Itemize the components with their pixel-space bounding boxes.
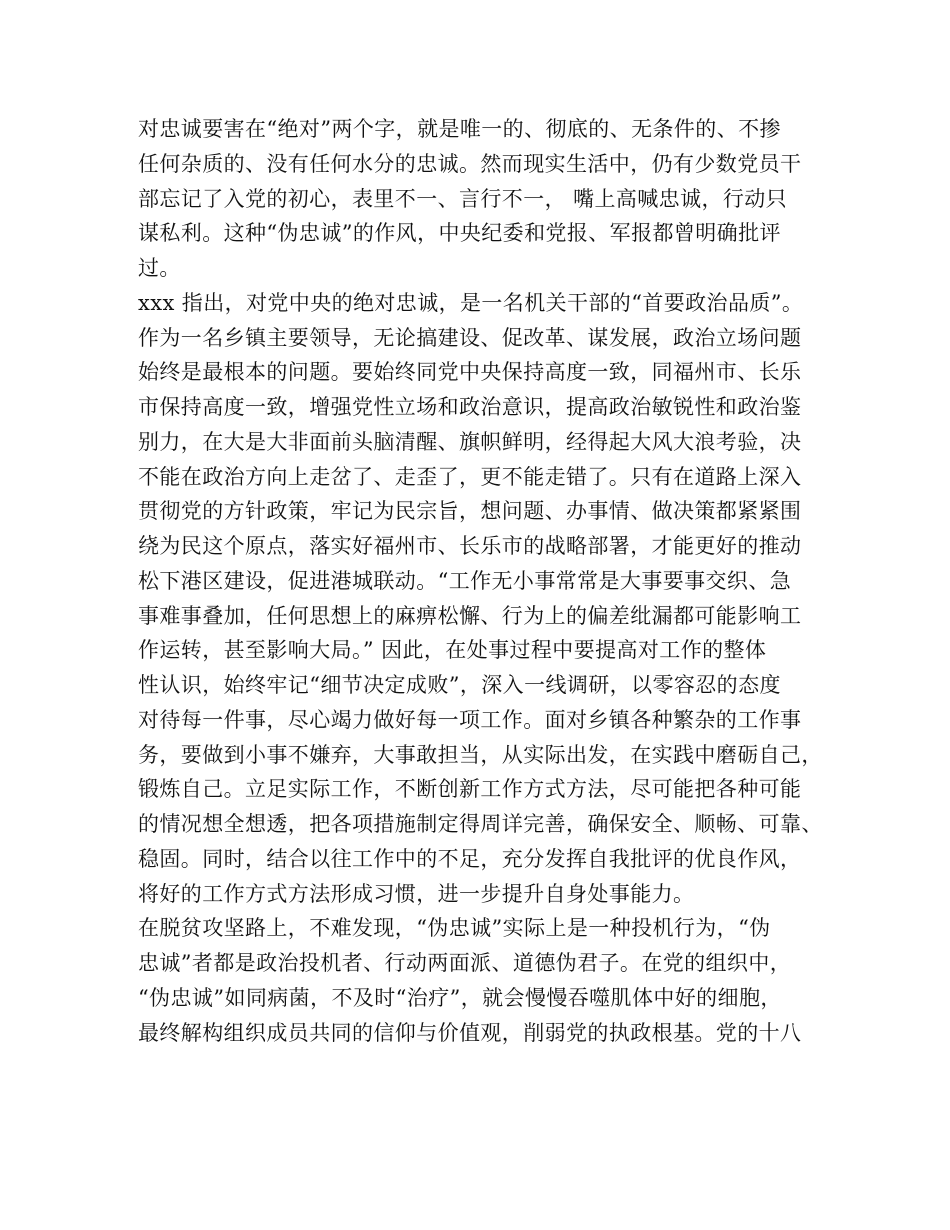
text-line: 将好的工作方式方法形成习惯，进一步提升自身处事能力。 xyxy=(138,881,695,906)
text-line: 对忠诚要害在“绝对”两个字，就是唯一的、彻底的、无条件的、不掺 xyxy=(138,117,781,141)
text-line: 部忘记了入党的初心，表里不一、言行不一， 嘴上高喊忠诚，行动只 xyxy=(138,186,788,211)
text-line: 别力，在大是大非面前头脑清醒、旗帜鲜明，经得起大风大浪考验，决 xyxy=(138,429,802,454)
text-line: 忠诚”者都是政治投机者、行动两面派、道德伪君子。在党的组织中， xyxy=(138,951,792,975)
text-line: 作为一名乡镇主要领导，无论搞建设、促改革、谋发展，政治立场问题 xyxy=(138,325,802,350)
text-line: 始终是最根本的问题。要始终同党中央保持高度一致，同福州市、长乐 xyxy=(138,360,802,385)
text-line: 事难事叠加，任何思想上的麻痹松懈、行为上的偏差纰漏都可能影响工 xyxy=(138,603,802,628)
text-line: xxx 指出，对党中央的绝对忠诚，是一名机关干部的“首要政治品质”。 xyxy=(138,290,804,315)
text-line: 的情况想全想透，把各项措施制定得周详完善，确保安全、顺畅、可靠、 xyxy=(138,812,823,836)
text-line: “伪忠诚”如同病菌，不及时“治疗”，就会慢慢吞噬肌体中好的细胞， xyxy=(138,985,782,1010)
text-line: 松下港区建设，促进港城联动。“工作无小事常常是大事要事交织、急 xyxy=(138,568,792,593)
text-line: 作运转，甚至影响大局。” 因此，在处事过程中要提高对工作的整体 xyxy=(138,638,767,663)
text-line: 在脱贫攻坚路上，不难发现，“伪忠诚”实际上是一种投机行为，“伪 xyxy=(138,916,771,941)
text-line: 不能在政治方向上走岔了、走歪了，更不能走错了。只有在道路上深入 xyxy=(138,464,802,489)
body-text xyxy=(138,112,838,1050)
text-line: 绕为民这个原点，落实好福州市、长乐市的战略部署，才能更好的推动 xyxy=(138,534,802,558)
text-line: 务，要做到小事不嫌弃，大事敢担当，从实际出发，在实践中磨砺自己， xyxy=(138,742,823,767)
text-line: 最终解构组织成员共同的信仰与价值观，削弱党的执政根基。党的十八 xyxy=(138,1020,802,1045)
text-line: 任何杂质的、没有任何水分的忠诚。然而现实生活中，仍有少数党员干 xyxy=(138,151,802,176)
text-line: 贯彻党的方针政策，牢记为民宗旨，想问题、办事情、做决策都紧紧围 xyxy=(138,499,802,524)
text-line: 谋私利。这种“伪忠诚”的作风，中央纪委和党报、军报都曾明确批评 xyxy=(138,221,781,246)
text-line: 性认识，始终牢记“细节决定成败”，深入一线调研，以零容忍的态度 xyxy=(138,673,781,697)
text-line: 市保持高度一致，增强党性立场和政治意识，提高政治敏锐性和政治鉴 xyxy=(138,395,802,419)
text-line: 对待每一件事，尽心竭力做好每一项工作。面对乡镇各种繁杂的工作事 xyxy=(138,707,802,732)
text-line: 稳固。同时，结合以往工作中的不足，充分发挥自我批评的优良作风， xyxy=(138,846,802,871)
text-line: 锻炼自己。立足实际工作，不断创新工作方式方法，尽可能把各种可能 xyxy=(138,777,802,802)
text-line: 过。 xyxy=(138,256,181,280)
